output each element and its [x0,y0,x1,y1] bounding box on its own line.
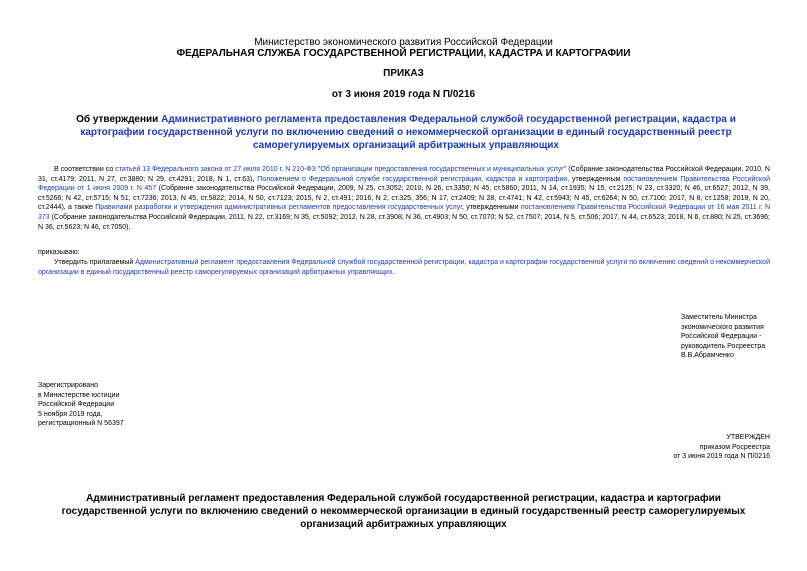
preamble-paragraph [38,165,770,232]
order-text-1: Утвердить прилагаемый [54,259,136,266]
preamble-text-6: (Собрание законодательства Российской Федерации, 2011, N 22, ст.3169; N 35, ст.5092; 2012, N 28, ст.3908; N 36, ст.4903; N 50, ст.7070; N 52, ст.7507; 2014, N 5, ст.506; 2017, N 44, ст.6523; 2018, N 6, ст.880; N 25, ст.3696; N 36, ст.5623; N 46, ст.7050), [38,213,770,231]
regulation-link[interactable]: Положением о Федеральной службе государственной регистрации, кадастра и картографии [257,175,568,183]
reglament-title: Административный регламент предоставления Федеральной службой государственной регистрации, кадастра и картографии государственной услуги по включению сведений о некоммерческой организации в единый государственный реестр саморегулируемых организаций арбитражных управляющих [61,493,746,530]
decree-457-link[interactable]: постановлением Правительства Российской Федерации от 1 июня 2009 г. N 457 [38,175,770,193]
rules-link[interactable]: Правилами разработки и утверждения административных регламентов предоставления государственных услуг [95,204,462,212]
order-text-2: . [392,268,395,276]
signature-block [681,313,781,361]
page-title [50,113,762,152]
preamble-text-5: , утвержденными [461,204,521,212]
order-word: приказываю: [38,249,80,256]
signature-line: Российской Федерации - [681,333,762,341]
signature-line: руководитель Росреестра [681,342,766,350]
decree-373-link[interactable]: постановлением Правительства Российской Федерации от 16 мая 2011 г. N 373 [38,204,770,221]
approved-line: приказом Росреестра [699,443,770,451]
reglament-link[interactable]: Административный регламент предоставления Федеральной службой государственной регистрации, кадастра и картографии государственной услуги по включению сведений о некоммерческой организации в единый государственный реестр саморегулируемых организаций арбитражных управляющих [38,259,770,276]
preamble-text-2: (Собрание законодательства Российской Федерации, 2010, N 31, ст.4179; 2011, N 27, ст.3880; N 29, ст.4291; 2018, N 1, ст.63), [38,166,770,183]
registration-line: Зарегистрировано [38,382,98,389]
service-name: ФЕДЕРАЛЬНАЯ СЛУЖБА ГОСУДАРСТВЕННОЙ РЕГИСТРАЦИИ, КАДАСТРА И КАРТОГРАФИИ [176,48,631,59]
registration-block [38,381,198,429]
approved-line: от 3 июня 2019 года N П/0216 [673,453,770,461]
registration-line: 5 ноября 2019 года, [38,410,103,418]
title-prefix: Об утверждении [76,114,162,125]
title-link[interactable]: Административного регламента предоставления Федеральной службой государственной регистрации, кадастра и картографии государственной услуги по включению сведений о некоммерческой организации в единый государственный реестр саморегулируемых организаций арбитражных управляющих [80,114,736,151]
approved-line: УТВЕРЖДЕН [726,434,770,441]
preamble-text-3: , утвержденным [567,175,624,183]
registration-line: Российской Федерации [38,401,115,409]
registration-line: регистрационный N 56397 [38,420,124,428]
signature-line: экономического развития [681,323,764,331]
registration-line: в Министерстве юстиции [38,391,120,399]
signature-line: В.В.Абрамченко [681,352,734,360]
approved-block [560,433,770,462]
signature-line: Заместитель Министра [681,314,757,321]
preamble-text-1: В соответствии со [54,166,116,173]
preamble-text-4: (Собрание законодательства Российской Федерации, 2009, N 25, ст.3052; 2010, N 26, ст.3350; N 45, ст.5860; 2011, N 14, ст.1935; N 15, ст.2125; N 23, ст.3320; N 46, ст.6527; 2012, N 39, ст.5266; N 42, ст.5715; N 51, ст.7236; 2013, N 45, ст.5822; 2014, N 50, ст.7123; 2015, N 2, ст.491; 2016, N 2, ст.325, 356; N 17, ст.2409; N 28, ст.4741; N 42, ст.5943; N 45, ст.6264; N 50, ст.7100; 2017, N 8, ст.1258; 2019, N 20, ст.2444), а также [38,185,770,212]
doc-date: от 3 июня 2019 года N П/0216 [331,89,476,100]
order-paragraph [38,258,770,277]
law-210-link[interactable]: статьей 13 Федерального закона от 27 июля 2010 г. N 210-ФЗ "Об организации предоставления государственных и муниципальных услуг" [115,166,567,173]
doc-type: ПРИКАЗ [383,68,424,79]
ministry-name: Министерство экономического развития Российской Федерации [254,37,553,48]
